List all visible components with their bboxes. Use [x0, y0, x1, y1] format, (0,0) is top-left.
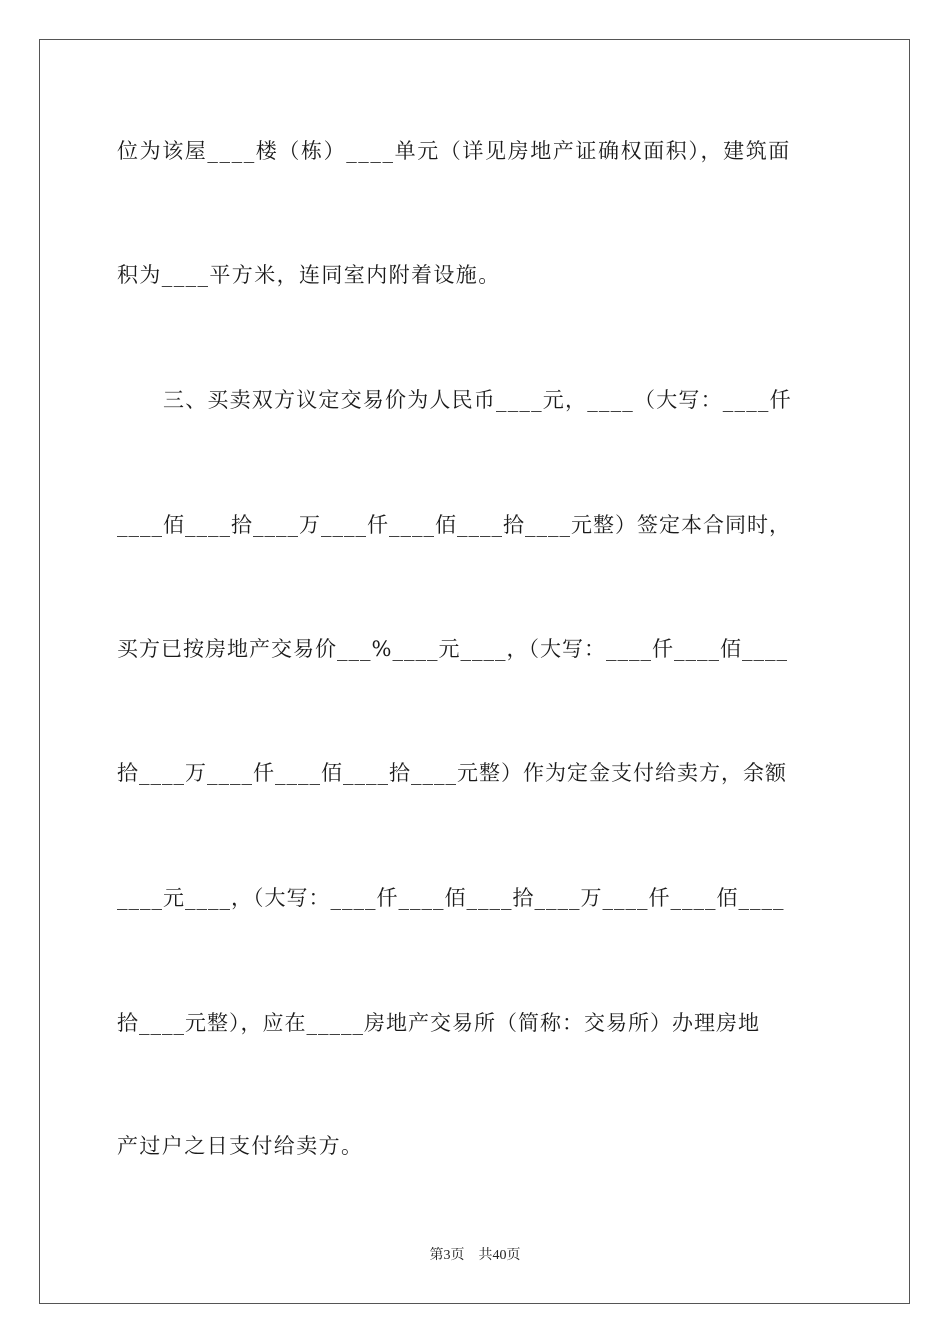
current-page-label: 第3页	[429, 1248, 465, 1263]
paragraph-line: 拾____元整），应在_____房地产交易所（简称：交易所）办理房地	[117, 1011, 760, 1035]
paragraph-line: 积为____平方米，连同室内附着设施。	[117, 263, 501, 287]
paragraph-line: 位为该屋____楼（栋）____单元（详见房地产证确权面积），建筑面	[117, 139, 791, 163]
page-footer	[0, 1247, 950, 1265]
paragraph-line: 三、买卖双方议定交易价为人民币____元，____（大写：____仟	[163, 388, 792, 412]
page-border	[39, 39, 910, 1304]
paragraph-line: 产过户之日支付给卖方。	[117, 1134, 364, 1158]
paragraph-line: 拾____万____仟____佰____拾____元整）作为定金支付给卖方，余额	[117, 761, 787, 785]
total-pages-label: 共40页	[478, 1248, 521, 1263]
paragraph-line: 买方已按房地产交易价___%____元____，（大写：____仟____佰____	[117, 637, 788, 661]
paragraph-line: ____佰____拾____万____仟____佰____拾____元整）签定本合同时，	[117, 513, 791, 537]
paragraph-line: ____元____，（大写：____仟____佰____拾____万____仟____佰____	[117, 886, 785, 910]
